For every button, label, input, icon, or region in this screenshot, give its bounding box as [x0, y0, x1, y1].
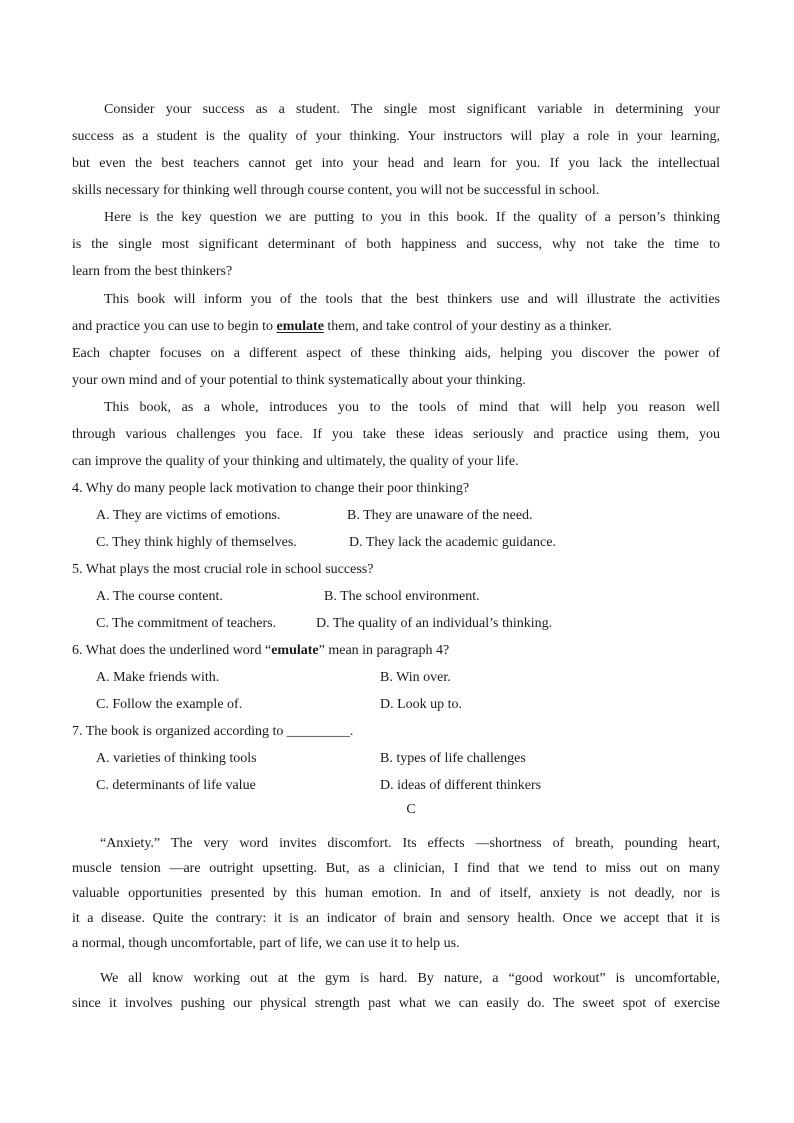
question-7-option-d: D. ideas of different thinkers	[380, 778, 542, 793]
question-6-option-b: B. Win over.	[380, 670, 451, 685]
passage-c-paragraph-1-line-5: a normal, though uncomfortable, part of life, we can use it to help us.	[72, 936, 460, 951]
passage-c-paragraph-1-line-1: “Anxiety.” The very word invites discomfort. Its effects —shortness of breath, pounding heart,	[100, 836, 720, 851]
paragraph-1-line-3: but even the best teachers cannot get into your head and learn for you. If you lack the intellectual	[72, 156, 720, 171]
passage-c-paragraph-2-line-1: We all know working out at the gym is hard. By nature, a “good workout” is uncomfortable,	[100, 971, 720, 986]
paragraph-2-line-2: is the single most significant determinant of both happiness and success, why not take the time to	[72, 237, 720, 252]
paragraph-4-line-3: can improve the quality of your thinking and ultimately, the quality of your life.	[72, 454, 519, 469]
question-5-option-d: D. The quality of an individual’s thinking.	[316, 616, 553, 631]
paragraph-3-text-after: them, and take control of your destiny as a thinker.	[323, 319, 612, 334]
question-5-option-a: A. The course content.	[96, 589, 223, 604]
passage-c-paragraph-2-line-2: since it involves pushing our physical strength past what we can easily do. The sweet spot of exercise	[72, 996, 720, 1011]
passage-c-paragraph-1-line-2: muscle tension —are outright upsetting. But, as a clinician, I find that we tend to miss out on many	[72, 861, 720, 876]
question-5-option-c: C. The commitment of teachers.	[96, 616, 277, 631]
question-6-option-a: A. Make friends with.	[96, 670, 220, 685]
passage-c-paragraph-1-line-4: it a disease. Quite the contrary: it is an indicator of brain and sensory health. Once we accept that it is	[72, 911, 720, 926]
question-4-option-a: A. They are victims of emotions.	[96, 508, 281, 523]
question-5-stem: 5. What plays the most crucial role in school success?	[72, 562, 374, 577]
question-4-option-b: B. They are unaware of the need.	[347, 508, 533, 523]
question-6-keyword: emulate	[271, 643, 319, 658]
question-6-stem-after: ” mean in paragraph 4?	[318, 643, 450, 658]
paragraph-1-line-4: skills necessary for thinking well through course content, you will not be successful in school.	[72, 183, 600, 198]
passage-c-paragraph-1-line-3: valuable opportunities presented by this human emotion. In and of itself, anxiety is not deadly, nor is	[72, 886, 720, 901]
question-7-stem: 7. The book is organized according to _________.	[72, 724, 354, 739]
question-4-option-c: C. They think highly of themselves.	[96, 535, 297, 550]
paragraph-3-line-2	[72, 318, 720, 336]
question-4-option-d: D. They lack the academic guidance.	[349, 535, 556, 550]
question-6-option-d: D. Look up to.	[380, 697, 463, 712]
question-6-option-c: C. Follow the example of.	[96, 697, 243, 712]
question-7-option-a: A. varieties of thinking tools	[96, 751, 257, 766]
paragraph-3-line-1: This book will inform you of the tools that the best thinkers use and will illustrate the activities	[104, 292, 720, 307]
underlined-word-emulate: emulate	[276, 319, 324, 334]
paragraph-2-line-1: Here is the key question we are putting to you in this book. If the quality of a person’s thinking	[104, 210, 720, 225]
paragraph-3-text-before: and practice you can use to begin to	[72, 319, 277, 334]
paragraph-3-line-4: your own mind and of your potential to think systematically about your thinking.	[72, 373, 526, 388]
paragraph-1-line-2: success as a student is the quality of your thinking. Your instructors will play a role in your learning,	[72, 129, 720, 144]
question-7-option-c: C. determinants of life value	[96, 778, 256, 793]
question-6-stem	[72, 642, 720, 660]
paragraph-1-line-1: Consider your success as a student. The single most significant variable in determining your	[104, 102, 720, 117]
section-heading: C	[406, 802, 416, 817]
question-6-stem-before: 6. What does the underlined word “	[72, 643, 272, 658]
paragraph-3-line-3: Each chapter focuses on a different aspect of these thinking aids, helping you discover the power of	[72, 346, 720, 361]
paragraph-4-line-1: This book, as a whole, introduces you to the tools of mind that will help you reason well	[104, 400, 720, 415]
paragraph-2-line-3: learn from the best thinkers?	[72, 264, 233, 279]
question-5-option-b: B. The school environment.	[324, 589, 480, 604]
question-4-stem: 4. Why do many people lack motivation to change their poor thinking?	[72, 481, 470, 496]
paragraph-4-line-2: through various challenges you face. If you take these ideas seriously and practice using them, you	[72, 427, 720, 442]
question-7-option-b: B. types of life challenges	[380, 751, 526, 766]
